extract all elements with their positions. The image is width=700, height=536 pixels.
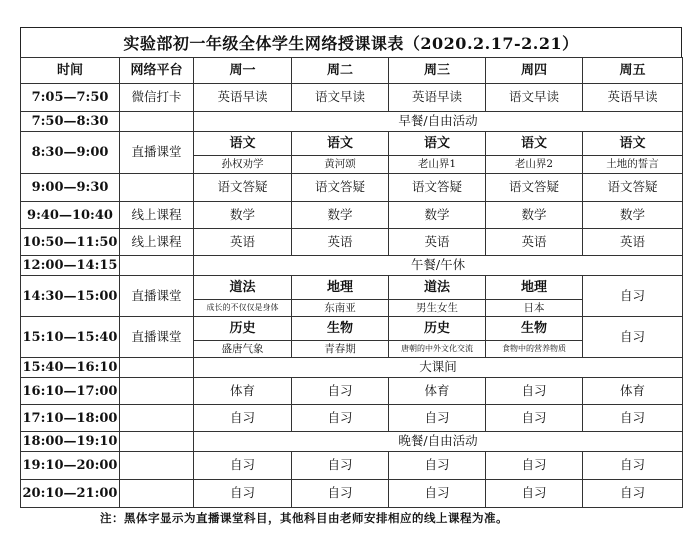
live-course-cell: 道法 <box>389 276 486 300</box>
live-course-cell: 地理 <box>486 276 583 300</box>
table-row <box>21 84 683 112</box>
table-row <box>21 480 683 508</box>
live-course-cell: 语文 <box>583 132 683 156</box>
course-cell: 自习 <box>389 405 486 432</box>
course-cell: 自习 <box>486 452 583 480</box>
course-cell: 自习 <box>486 480 583 508</box>
live-course-cell: 生物 <box>486 317 583 341</box>
time-cell: 10:50—11:50 <box>21 229 120 256</box>
course-cell: 英语 <box>486 229 583 256</box>
table-row <box>21 432 683 452</box>
time-cell: 16:10—17:00 <box>21 378 120 405</box>
course-cell: 语文答疑 <box>486 174 583 202</box>
live-course-cell: 历史 <box>194 317 292 341</box>
course-cell: 数学 <box>583 202 683 229</box>
time-cell: 20:10—21:00 <box>21 480 120 508</box>
live-course-cell: 语文 <box>292 132 389 156</box>
topic-cell: 青春期 <box>292 341 389 358</box>
topic-cell: 成长的不仅仅是身体 <box>194 300 292 317</box>
course-cell: 自习 <box>194 480 292 508</box>
time-cell: 7:05—7:50 <box>21 84 120 112</box>
time-cell: 18:00—19:10 <box>21 432 120 452</box>
time-cell: 15:10—15:40 <box>21 317 120 358</box>
live-course-cell: 语文 <box>194 132 292 156</box>
platform-cell <box>120 405 194 432</box>
table-row <box>21 405 683 432</box>
table-row <box>21 202 683 229</box>
course-cell: 英语早读 <box>583 84 683 112</box>
header-tue: 周二 <box>292 58 389 84</box>
table-row <box>21 256 683 276</box>
course-cell: 自习 <box>583 480 683 508</box>
live-course-cell: 语文 <box>486 132 583 156</box>
course-cell: 自习 <box>583 276 683 317</box>
platform-cell <box>120 452 194 480</box>
course-cell: 自习 <box>292 378 389 405</box>
course-cell: 自习 <box>389 452 486 480</box>
platform-cell: 直播课堂 <box>120 276 194 317</box>
course-cell: 自习 <box>292 480 389 508</box>
live-course-cell: 历史 <box>389 317 486 341</box>
topic-cell: 盛唐气象 <box>194 341 292 358</box>
course-cell: 自习 <box>583 452 683 480</box>
course-cell: 自习 <box>292 452 389 480</box>
footnote: 注：黑体字显示为直播课堂科目，其他科目由老师安排相应的线上课程为准。 <box>100 511 508 525</box>
course-cell: 语文答疑 <box>194 174 292 202</box>
course-cell: 英语 <box>583 229 683 256</box>
platform-cell <box>120 256 194 276</box>
page-title: 实验部初一年级全体学生网络授课课表（2020.2.17-2.21） <box>20 27 682 57</box>
platform-cell <box>120 480 194 508</box>
course-cell: 自习 <box>486 378 583 405</box>
live-course-cell: 道法 <box>194 276 292 300</box>
course-cell: 体育 <box>583 378 683 405</box>
platform-cell: 直播课堂 <box>120 132 194 174</box>
time-cell: 12:00—14:15 <box>21 256 120 276</box>
live-course-cell: 语文 <box>389 132 486 156</box>
table-row <box>21 358 683 378</box>
header-platform: 网络平台 <box>120 58 194 84</box>
table-row <box>21 174 683 202</box>
header-time: 时间 <box>21 58 120 84</box>
activity-cell: 大课间 <box>194 358 683 378</box>
activity-cell: 早餐/自由活动 <box>194 112 683 132</box>
course-cell: 数学 <box>389 202 486 229</box>
course-cell: 语文答疑 <box>292 174 389 202</box>
time-cell: 9:00—9:30 <box>21 174 120 202</box>
platform-cell: 直播课堂 <box>120 317 194 358</box>
table-row <box>21 132 683 156</box>
topic-cell: 食物中的营养物质 <box>486 341 583 358</box>
time-cell: 17:10—18:00 <box>21 405 120 432</box>
platform-cell <box>120 358 194 378</box>
table-row <box>21 317 683 341</box>
platform-cell <box>120 432 194 452</box>
header-fri: 周五 <box>583 58 683 84</box>
course-cell: 自习 <box>292 405 389 432</box>
course-cell: 英语早读 <box>194 84 292 112</box>
live-course-cell: 地理 <box>292 276 389 300</box>
course-cell: 语文答疑 <box>389 174 486 202</box>
course-cell: 语文早读 <box>486 84 583 112</box>
header-row <box>21 58 683 84</box>
activity-cell: 午餐/午休 <box>194 256 683 276</box>
course-cell: 数学 <box>292 202 389 229</box>
course-cell: 英语 <box>292 229 389 256</box>
topic-cell: 老山界1 <box>389 156 486 174</box>
schedule-sheet <box>20 27 682 508</box>
topic-cell: 男生女生 <box>389 300 486 317</box>
schedule-table <box>20 57 683 508</box>
topic-cell: 唐朝的中外文化交流 <box>389 341 486 358</box>
time-cell: 14:30—15:00 <box>21 276 120 317</box>
topic-cell: 孙权劝学 <box>194 156 292 174</box>
live-course-cell: 生物 <box>292 317 389 341</box>
course-cell: 自习 <box>389 480 486 508</box>
topic-cell: 黄河颂 <box>292 156 389 174</box>
course-cell: 自习 <box>194 452 292 480</box>
time-cell: 15:40—16:10 <box>21 358 120 378</box>
platform-cell <box>120 174 194 202</box>
time-cell: 7:50—8:30 <box>21 112 120 132</box>
table-row <box>21 112 683 132</box>
topic-cell: 日本 <box>486 300 583 317</box>
table-row <box>21 229 683 256</box>
topic-cell: 东南亚 <box>292 300 389 317</box>
time-cell: 9:40—10:40 <box>21 202 120 229</box>
course-cell: 英语 <box>389 229 486 256</box>
platform-cell <box>120 378 194 405</box>
course-cell: 体育 <box>389 378 486 405</box>
platform-cell: 线上课程 <box>120 229 194 256</box>
time-cell: 19:10—20:00 <box>21 452 120 480</box>
table-row <box>21 378 683 405</box>
platform-cell: 微信打卡 <box>120 84 194 112</box>
course-cell: 语文答疑 <box>583 174 683 202</box>
activity-cell: 晚餐/自由活动 <box>194 432 683 452</box>
course-cell: 数学 <box>194 202 292 229</box>
course-cell: 体育 <box>194 378 292 405</box>
course-cell: 自习 <box>583 405 683 432</box>
time-cell: 8:30—9:00 <box>21 132 120 174</box>
course-cell: 自习 <box>583 317 683 358</box>
course-cell: 语文早读 <box>292 84 389 112</box>
course-cell: 自习 <box>486 405 583 432</box>
header-wed: 周三 <box>389 58 486 84</box>
course-cell: 英语早读 <box>389 84 486 112</box>
header-thu: 周四 <box>486 58 583 84</box>
platform-cell <box>120 112 194 132</box>
platform-cell: 线上课程 <box>120 202 194 229</box>
table-row <box>21 452 683 480</box>
course-cell: 数学 <box>486 202 583 229</box>
table-row <box>21 276 683 300</box>
topic-cell: 老山界2 <box>486 156 583 174</box>
header-mon: 周一 <box>194 58 292 84</box>
topic-cell: 土地的誓言 <box>583 156 683 174</box>
course-cell: 英语 <box>194 229 292 256</box>
course-cell: 自习 <box>194 405 292 432</box>
